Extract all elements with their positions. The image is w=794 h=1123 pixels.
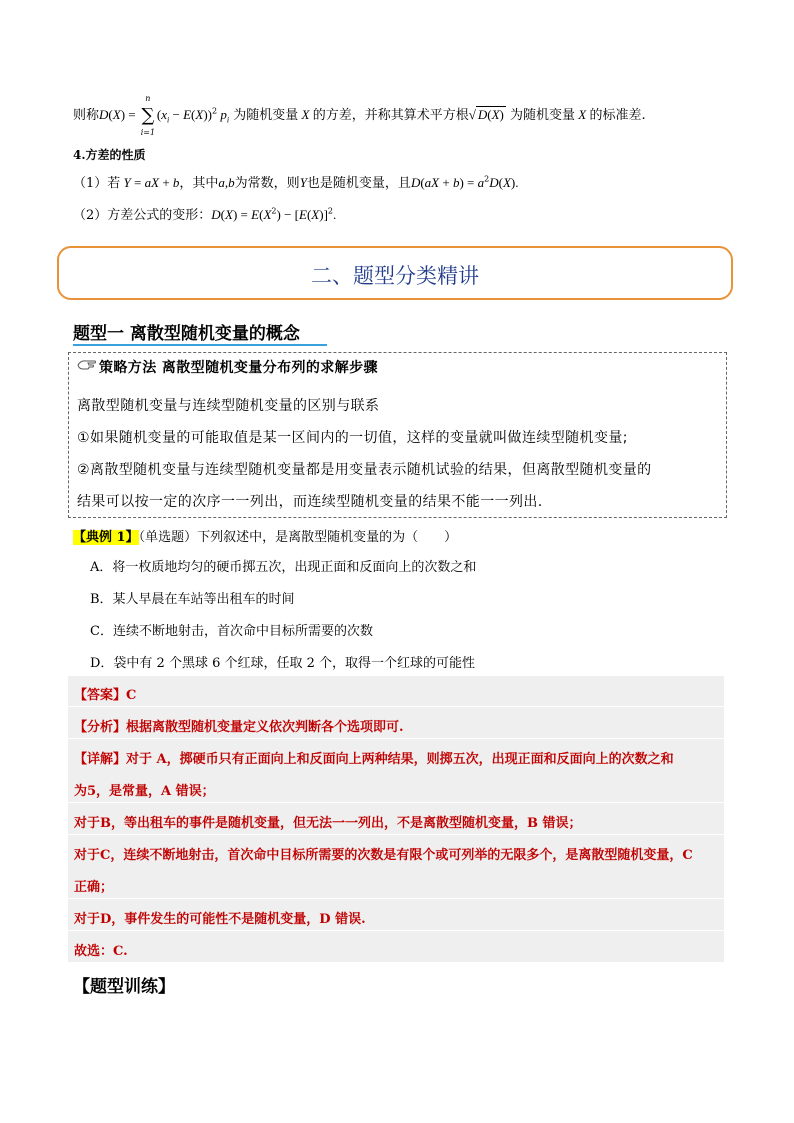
strategy-line-2: ①如果随机变量的可能取值是某一区间内的一切值，这样的变量就叫做连续型随机变量; xyxy=(77,430,628,446)
section-title: 二、题型分类精讲 xyxy=(311,264,479,288)
detail-line-6: 对于D，事件发生的可能性不是随机变量，D 错误. xyxy=(74,912,366,927)
type-heading-underline xyxy=(73,344,327,346)
answer-separator xyxy=(68,738,724,739)
formula-dx: D xyxy=(99,107,109,122)
detail-line-2: 为5，是常量，A 错误； xyxy=(74,784,215,799)
section-title-box xyxy=(57,246,733,300)
variance-definition-line: 则称D(X) = n ∑ i=1 $(x_i - E(X))^2$ $p_i$ 为随机变量 X 的方差，并称其算术平方根√ D(X) 为随机变量 X 的标准差. xyxy=(73,94,646,137)
option-b: B．某人早晨在车站等出租车的时间 xyxy=(90,592,295,607)
answer-separator xyxy=(68,930,724,931)
option-a: A．将一枚质地均匀的硬币掷五次，出现正面和反面向上的次数之和 xyxy=(90,560,477,575)
type-heading: 题型一 离散型随机变量的概念 xyxy=(73,324,300,344)
strategy-box xyxy=(68,352,727,518)
option-d: D．袋中有 2 个黑球 6 个红球，任取 2 个，取得一个红球的可能性 xyxy=(90,656,476,671)
example-label: 【典例 1】 xyxy=(73,530,139,545)
strategy-line-1: 离散型随机变量与连续型随机变量的区别与联系 xyxy=(77,398,380,414)
sqrt-dx: D(X) xyxy=(477,107,504,122)
option-c: C．连续不断地射击，首次命中目标所需要的次数 xyxy=(90,624,373,639)
hand-pointing-icon xyxy=(77,358,99,376)
answer-block xyxy=(68,676,724,962)
training-heading: 【题型训练】 xyxy=(73,977,175,997)
detail-line-4: 对于C，连续不断地射击，首次命中目标所需要的次数是有限个或可列举的无限多个，是离散型随机变量，C xyxy=(74,848,693,863)
detail-line-3: 对于B，等出租车的事件是随机变量，但无法一一列出，不是离散型随机变量，B 错误； xyxy=(74,816,582,831)
example-question: 【典例 1】（单选题）下列叙述中，是离散型随机变量的为（ ） xyxy=(73,530,458,545)
detail-line-1: 【详解】对于 A，掷硬币只有正面向上和反面向上两种结果，则掷五次，出现正面和反面向上的次数之和 xyxy=(74,752,674,767)
strategy-line-4: 结果可以按一定的次序一一列出，而连续型随机变量的结果不能一一列出. xyxy=(77,494,543,510)
answer-separator xyxy=(68,706,724,707)
detail-line-7: 故选：C. xyxy=(74,944,128,959)
strategy-line-3: ②离散型随机变量与连续型随机变量都是用变量表示随机试验的结果，但离散型随机变量的 xyxy=(77,462,652,478)
heading-variance-properties: 4.方差的性质 xyxy=(73,148,146,162)
strategy-title-row: 策略方法 离散型随机变量分布列的求解步骤 xyxy=(77,357,378,377)
analysis-line: 【分析】根据离散型随机变量定义依次判断各个选项即可. xyxy=(74,720,404,735)
detail-line-5: 正确； xyxy=(74,880,114,895)
property-2: （2）方差公式的变形：$D(X) = E(X^2) - [E(X)]^2$. xyxy=(73,206,337,223)
answer-separator xyxy=(68,834,724,835)
property-1: （1）若 Y = aX + b，其中a,b为常数，则Y也是随机变量，且$D(aX + b) = a^2D(X)$. xyxy=(73,174,519,191)
answer-line: 【答案】C xyxy=(74,688,137,703)
sum-symbol: n ∑ i=1 xyxy=(140,94,156,137)
answer-separator xyxy=(68,802,724,803)
answer-separator xyxy=(68,898,724,899)
